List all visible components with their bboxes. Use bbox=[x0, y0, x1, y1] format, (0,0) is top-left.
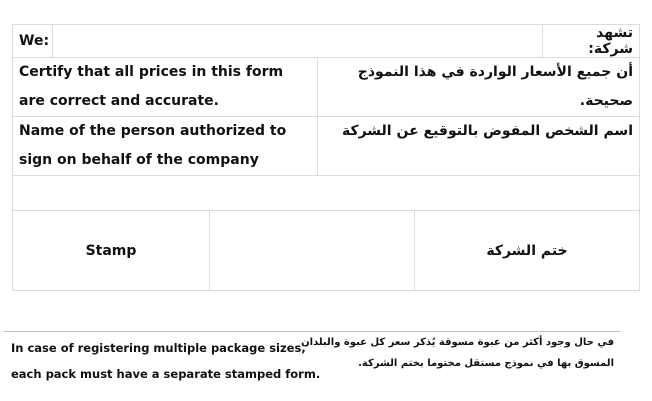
note-ar-line-2: المسوق بها في نموذج مستقل مختوما بختم الشركة. bbox=[358, 358, 614, 369]
authorized-row bbox=[13, 117, 640, 176]
authorized-text-ar: اسم الشخص المفوض بالتوقيع عن الشركة bbox=[318, 117, 640, 176]
certify-text-ar: أن جميع الأسعار الواردة في هذا النموذج صحيحة. bbox=[318, 58, 640, 117]
stamp-area[interactable] bbox=[210, 211, 415, 291]
stamp-label-en: Stamp bbox=[13, 211, 210, 291]
certify-row bbox=[13, 58, 640, 117]
certify-text-en: Certify that all prices in this form are correct and accurate. bbox=[13, 58, 318, 117]
form-table bbox=[12, 24, 640, 291]
certification-form bbox=[12, 24, 639, 291]
note-arabic bbox=[301, 332, 614, 374]
we-label-ar: تشهد شركة: bbox=[543, 25, 640, 58]
stamp-label-ar: ختم الشركة bbox=[415, 211, 640, 291]
signature-row bbox=[13, 176, 640, 211]
note-ar-line-1: في حال وجود أكثر من عبوة مسوقة يُذكر سعر كل عبوة والبلدان bbox=[301, 337, 614, 348]
signature-field[interactable] bbox=[13, 176, 640, 211]
company-row bbox=[13, 25, 640, 58]
stamp-row bbox=[13, 211, 640, 291]
note-en-line-1: In case of registering multiple package sizes, bbox=[11, 341, 306, 355]
we-label: We: bbox=[13, 25, 53, 58]
note-en-line-2: each pack must have a separate stamped form. bbox=[11, 367, 321, 381]
authorized-text-en: Name of the person authorized to sign on behalf of the company bbox=[13, 117, 318, 176]
company-name-field[interactable] bbox=[53, 25, 543, 58]
note-english bbox=[11, 335, 321, 387]
